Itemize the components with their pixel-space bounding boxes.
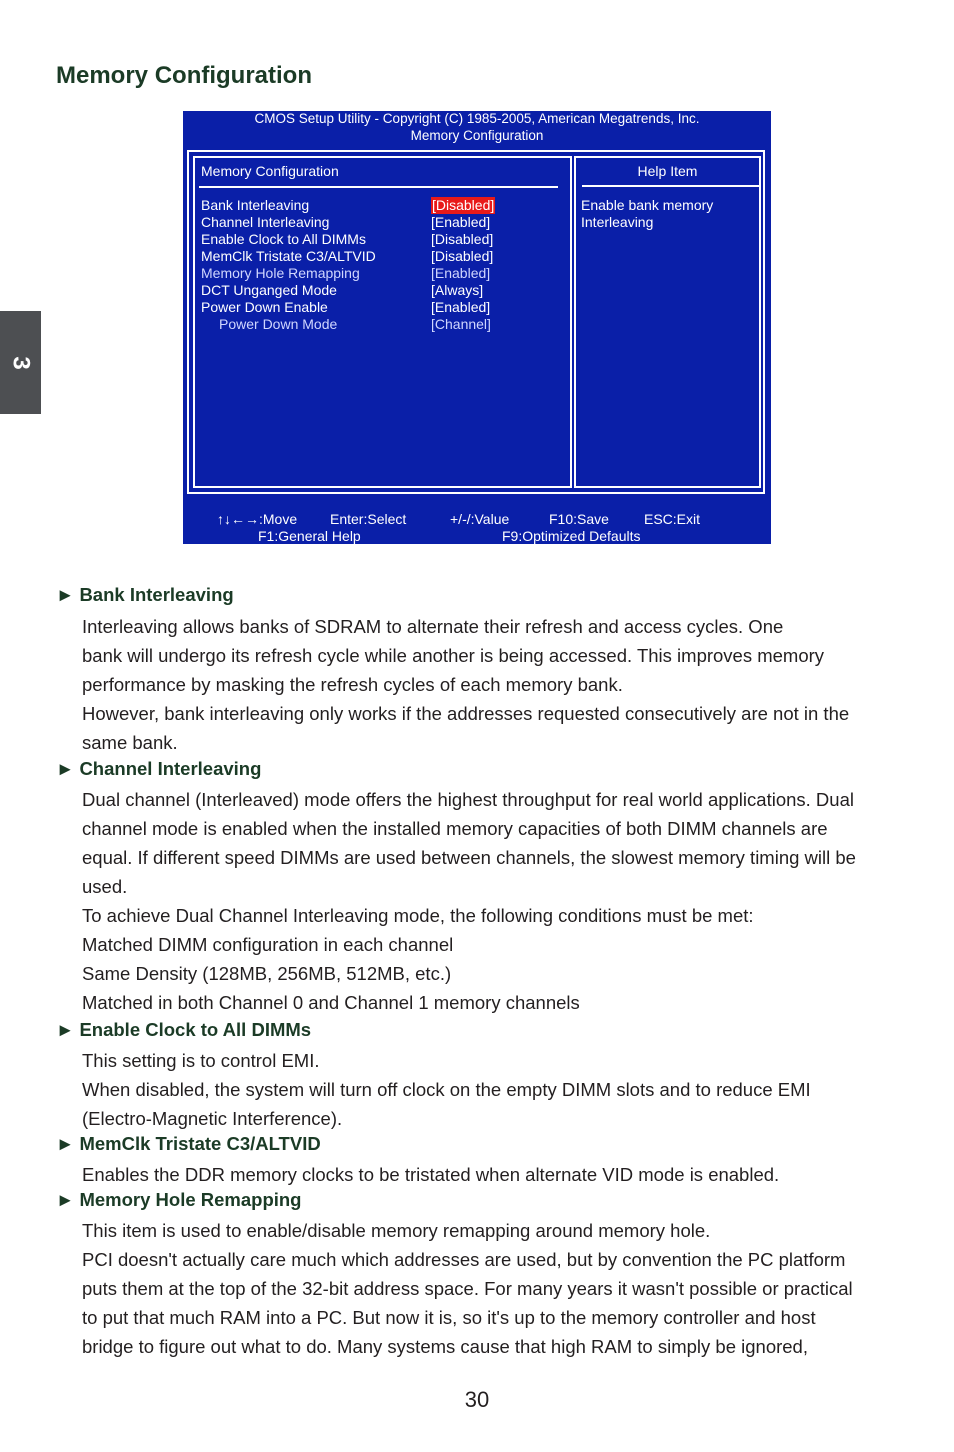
section-heading-channel-interleaving: ► Channel Interleaving	[56, 758, 262, 779]
footer-defaults: F9:Optimized Defaults	[502, 528, 641, 544]
body-line: To achieve Dual Channel Interleaving mode, the following conditions must be met:	[82, 905, 754, 926]
bios-footer	[183, 501, 771, 544]
bios-item-enable-clock[interactable]	[201, 231, 571, 248]
bios-item-label: Power Down Enable	[201, 299, 328, 315]
section-heading-enable-clock: ► Enable Clock to All DIMMs	[56, 1019, 312, 1040]
section-body-enable-clock	[82, 1046, 902, 1133]
section-heading-bank-interleaving: ► Bank Interleaving	[56, 584, 234, 605]
body-line: bridge to figure out what to do. Many systems cause that high RAM to simply be ignored,	[82, 1336, 808, 1357]
bios-item-power-down-mode	[201, 316, 571, 333]
section-body-memclk-tristate	[82, 1160, 902, 1189]
bios-item-label: Channel Interleaving	[201, 214, 330, 230]
chapter-number: 3	[7, 355, 35, 370]
bios-item-value[interactable]: [Always]	[431, 282, 484, 298]
body-line: performance by masking the refresh cycles of each memory bank.	[82, 674, 623, 695]
body-line: to put that much RAM into a PC. But now it is, so it's up to the memory controller and host	[82, 1307, 816, 1328]
help-text: Enable bank memory Interleaving	[581, 197, 714, 230]
bios-item-value: [Enabled]	[431, 265, 491, 281]
section-heading-memclk-tristate: ► MemClk Tristate C3/ALTVID	[56, 1133, 321, 1154]
body-line: Matched in both Channel 0 and Channel 1 memory channels	[82, 992, 580, 1013]
bios-item-label: Enable Clock to All DIMMs	[201, 231, 366, 247]
panel-title: Memory Configuration	[201, 163, 339, 179]
bios-item-value[interactable]: [Disabled]	[432, 197, 495, 213]
help-title: Help Item	[637, 163, 698, 179]
bios-item-dct-unganged[interactable]	[201, 282, 571, 299]
bios-item-label: Bank Interleaving	[201, 197, 310, 213]
body-line: When disabled, the system will turn off clock on the empty DIMM slots and to reduce EMI	[82, 1079, 811, 1100]
body-line: used.	[82, 876, 128, 897]
bios-item-label: Memory Hole Remapping	[201, 265, 360, 281]
section-body-bank-interleaving	[82, 612, 902, 757]
body-line: same bank.	[82, 732, 178, 753]
body-line: bank will undergo its refresh cycle while another is being accessed. This improves memory	[82, 645, 825, 666]
bios-help-panel	[574, 156, 761, 488]
panel-divider	[199, 186, 558, 188]
footer-value: +/-/:Value	[450, 511, 510, 527]
bios-screen-title: Memory Configuration	[410, 128, 544, 143]
page-title: Memory Configuration	[56, 62, 312, 89]
body-line: equal. If different speed DIMMs are used between channels, the slowest memory timing will be	[82, 847, 856, 868]
bios-item-channel-interleaving[interactable]	[201, 214, 571, 231]
bios-item-memclk-tristate[interactable]	[201, 248, 571, 265]
help-divider	[582, 185, 759, 187]
bios-screenshot	[183, 111, 771, 544]
body-line: Interleaving allows banks of SDRAM to alternate their refresh and access cycles. One	[82, 616, 784, 637]
footer-select: Enter:Select	[330, 511, 407, 527]
bios-item-memory-hole-remapping	[201, 265, 571, 282]
page-number: 30	[464, 1387, 490, 1412]
body-line: Dual channel (Interleaved) mode offers the highest throughput for real world applications. Dual	[82, 789, 854, 810]
body-line: Matched DIMM configuration in each channel	[82, 934, 454, 955]
chapter-tab	[0, 311, 41, 414]
body-line: channel mode is enabled when the installed memory capacities of both DIMM channels are	[82, 818, 828, 839]
section-body-memory-hole-remapping	[82, 1216, 902, 1361]
body-line: Enables the DDR memory clocks to be tristated when alternate VID mode is enabled.	[82, 1164, 780, 1185]
section-heading-memory-hole-remapping: ► Memory Hole Remapping	[56, 1189, 302, 1210]
body-line: puts them at the top of the 32-bit address space. For many years it wasn't possible or practical	[82, 1278, 853, 1299]
section-body-channel-interleaving	[82, 785, 902, 1017]
bios-item-value[interactable]: [Enabled]	[431, 214, 491, 230]
bios-item-power-down-enable[interactable]	[201, 299, 571, 316]
body-line: This setting is to control EMI.	[82, 1050, 320, 1071]
bios-item-label: Power Down Mode	[219, 316, 338, 332]
body-line: (Electro-Magnetic Interference).	[82, 1108, 343, 1129]
footer-move: ↑↓←→:Move	[217, 511, 298, 527]
footer-exit: ESC:Exit	[644, 511, 701, 527]
body-line: However, bank interleaving only works if the addresses requested consecutively are not in the	[82, 703, 850, 724]
bios-item-value[interactable]: [Disabled]	[431, 231, 494, 247]
body-line: PCI doesn't actually care much which addresses are used, but by convention the PC platform	[82, 1249, 846, 1270]
bios-copyright: CMOS Setup Utility - Copyright (C) 1985-2005, American Megatrends, Inc.	[254, 111, 700, 126]
bios-frame	[187, 150, 765, 494]
bios-item-value[interactable]: [Disabled]	[431, 248, 494, 264]
body-line: Same Density (128MB, 256MB, 512MB, etc.)	[82, 963, 452, 984]
bios-item-label: DCT Unganged Mode	[201, 282, 337, 298]
bios-item-label: MemClk Tristate C3/ALTVID	[201, 248, 376, 264]
bios-item-value[interactable]: [Enabled]	[431, 299, 491, 315]
bios-item-value: [Channel]	[431, 316, 491, 332]
footer-save: F10:Save	[549, 511, 609, 527]
bios-header	[183, 111, 771, 144]
bios-settings-panel	[193, 156, 572, 488]
body-line: This item is used to enable/disable memory remapping around memory hole.	[82, 1220, 711, 1241]
bios-item-bank-interleaving[interactable]	[201, 197, 571, 214]
footer-help: F1:General Help	[258, 528, 361, 544]
